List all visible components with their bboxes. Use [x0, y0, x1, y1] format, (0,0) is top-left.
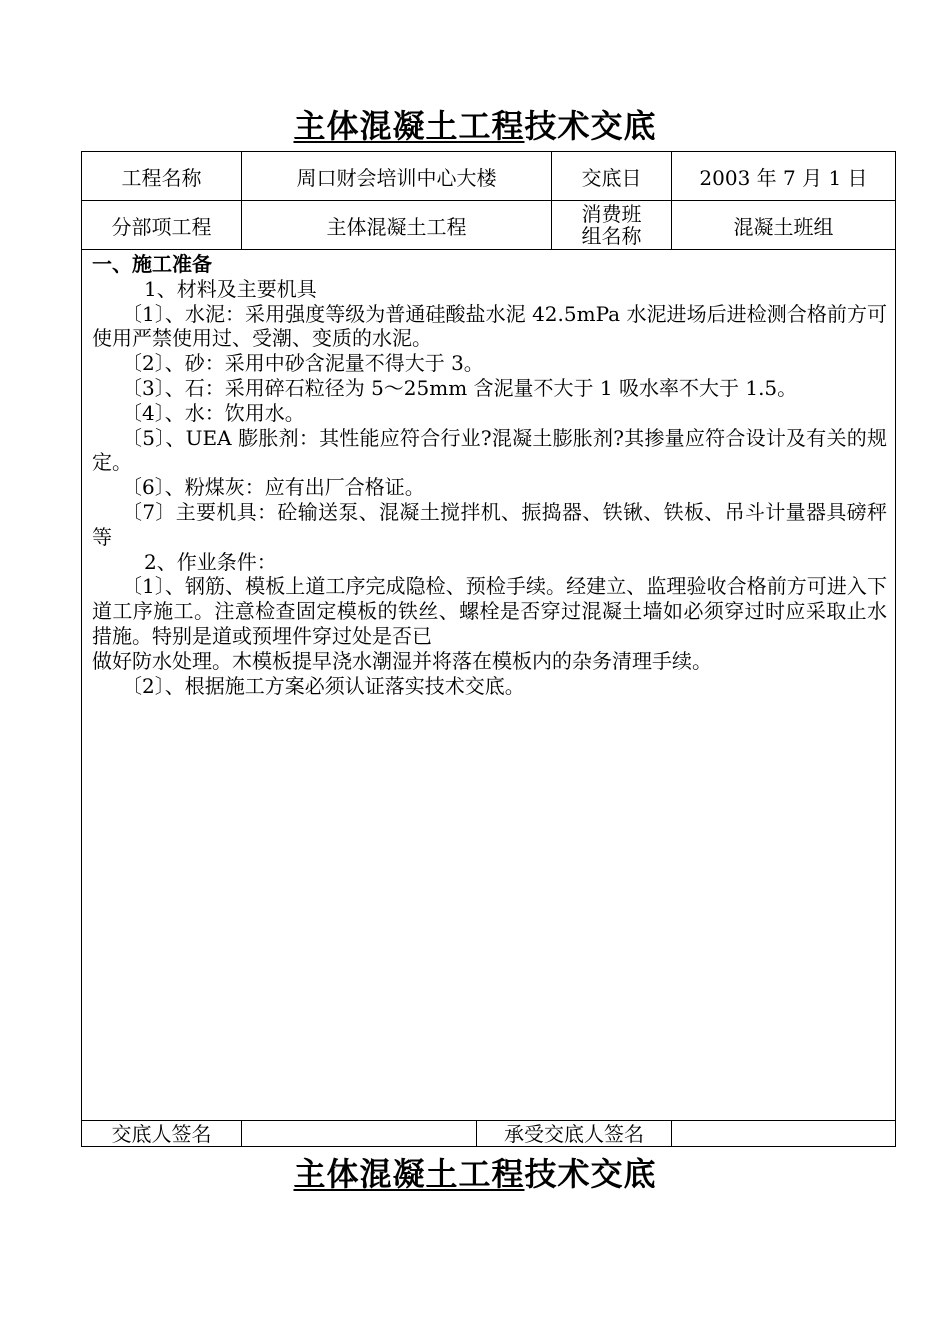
document-title-repeat [0, 1154, 950, 1194]
receiver-sign-label: 承受交底人签名 [477, 1121, 672, 1147]
section-title: 一、施工准备 [92, 252, 212, 276]
disclosure-table [81, 151, 896, 1147]
discloser-sign-field[interactable] [242, 1121, 477, 1147]
subsection-title-conditions: 2、作业条件： [144, 549, 277, 574]
date-value: 2003 年 7 月 1 日 [672, 152, 896, 201]
project-name-label: 工程名称 [82, 152, 242, 201]
sub-project-label: 分部项工程 [82, 201, 242, 250]
document-title-rest: 技术交底 [524, 107, 657, 145]
date-label: 交底日 [552, 152, 672, 201]
document-title-repeat-rest: 技术交底 [524, 1155, 657, 1193]
header-row-project [82, 152, 896, 201]
discloser-sign-label: 交底人签名 [82, 1121, 242, 1147]
sub-project-value: 主体混凝土工程 [242, 201, 552, 250]
receiver-sign-field[interactable] [672, 1121, 896, 1147]
project-name-value: 周口财会培训中心大楼 [242, 152, 552, 201]
disclosure-content [82, 250, 896, 1121]
item-cement: 〔1〕、水泥：采用强度等级为普通硅酸盐水泥 42.5mPa 水泥进场后进检测合格前方可使用严禁使用过、受潮、变质的水泥。 [92, 301, 887, 351]
subsection-title-materials: 1、材料及主要机具 [144, 276, 317, 301]
item-water: 〔4〕、水：饮用水。 [122, 400, 305, 425]
condition-1-part1: 〔1〕、钢筋、模板上道工序完成隐检、预检手续。经建立、监理验收合格前方可进入下道工序施工。注意检查固定模板的铁丝、螺栓是否穿过混凝土墙如必须穿过时应采取止水措施。特别是道或预埋件穿过处是否已 [92, 574, 887, 648]
item-fly-ash: 〔6〕、粉煤灰：应有出厂合格证。 [122, 475, 425, 500]
condition-1-part2: 做好防水处理。木模板提早浇水潮湿并将落在模板内的杂务清理手续。 [92, 648, 712, 673]
team-label-line2: 组名称 [581, 224, 642, 248]
signature-row [82, 1121, 896, 1147]
document-title-repeat-underlined: 主体混凝土工程 [293, 1155, 525, 1193]
team-label-line1: 消费班 [581, 202, 642, 226]
content-row [82, 250, 896, 1121]
item-sand: 〔2〕、砂：采用中砂含泥量不得大于 3。 [122, 351, 484, 376]
team-value: 混凝土班组 [672, 201, 896, 250]
item-machinery: 〔7〕主要机具：砼输送泵、混凝土搅拌机、振捣器、铁锹、铁板、吊斗计量器具磅秤等 [92, 499, 887, 549]
condition-2: 〔2〕、根据施工方案必须认证落实技术交底。 [122, 673, 525, 698]
document-title [0, 106, 950, 146]
team-label [552, 201, 672, 250]
header-row-subproject [82, 201, 896, 250]
document-title-underlined: 主体混凝土工程 [293, 107, 525, 145]
item-stone: 〔3〕、石：采用碎石粒径为 5～25mm 含泥量不大于 1 吸水率不大于 1.5。 [122, 375, 798, 400]
item-expansion-agent: 〔5〕、UEA 膨胀剂：其性能应符合行业?混凝土膨胀剂?其掺量应符合设计及有关的规定。 [92, 425, 887, 475]
